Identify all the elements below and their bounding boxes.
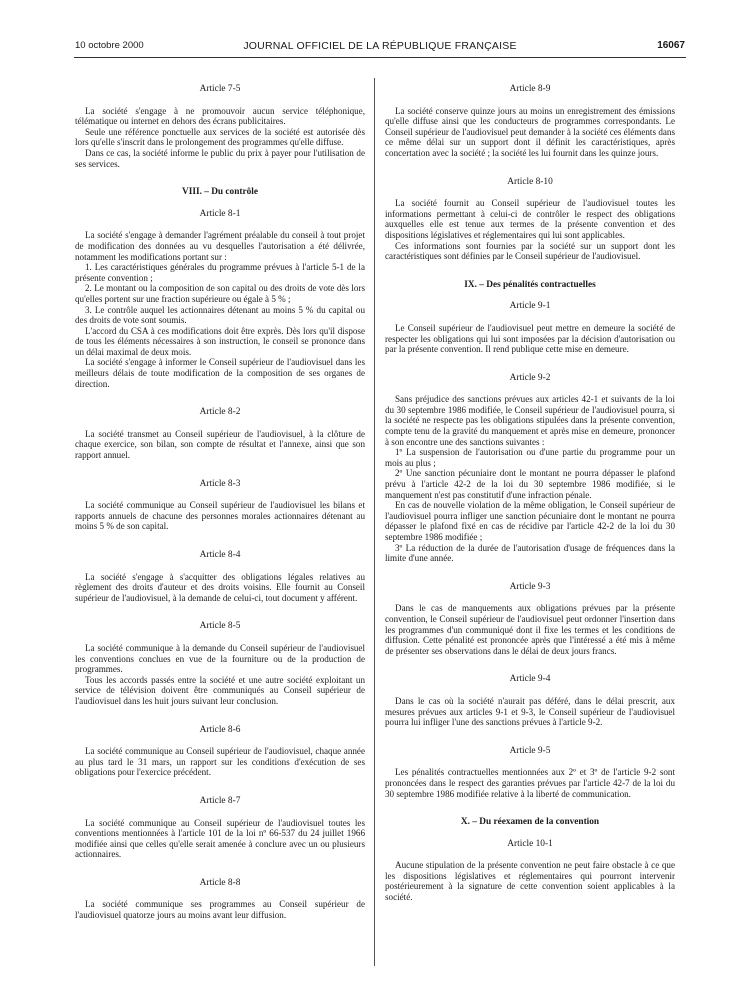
header-rule xyxy=(74,57,686,58)
spacer xyxy=(75,860,365,878)
article-title: Article 8-9 xyxy=(509,84,551,94)
paragraph: Seule une référence ponctuelle aux services de la société est autorisée dès lors qu'elle s'inscrit dans le prolongement des programmes qu'elle diffuse. xyxy=(75,126,365,148)
paragraph: Dans le cas où la société n'aurait pas déféré, dans le délai prescrit, aux mesures prévues aux articles 9-1 et 9-3, le Conseil supérieur de l'audiovisuel pourra lui infliger l'une des sanctions prévues à l'article 9-2. xyxy=(385,695,675,728)
right-column xyxy=(385,84,675,903)
paragraph: La société conserve quinze jours au moins un enregistrement des émissions qu'elle diffuse ainsi que les conducteurs de programmes correspondants. Le Conseil supérieur de l'audiovisuel peut demander à la société ces éléments dans ce même délai sur un support dont il définit les caractéristiques, après concertation avec la société ; la société les lui fournit dans les quinze jours. xyxy=(385,105,675,158)
article-title: Article 7-5 xyxy=(199,84,241,94)
page-number: 16067 xyxy=(657,40,685,51)
article-title: Article 8-1 xyxy=(199,208,241,219)
page-header xyxy=(75,40,685,54)
article-title: Article 8-4 xyxy=(199,550,241,560)
paragraph: La société transmet au Conseil supérieur de l'audiovisuel, à la clôture de chaque exercice, son bilan, son compte de résultat et l'annexe, ainsi que son rapport annuel. xyxy=(75,428,365,461)
paragraph: Sans préjudice des sanctions prévues aux articles 42-1 et suivants de la loi du 30 septembre 1986 modifiée, le Conseil supérieur de l'audiovisuel pourra, si la société ne respecte pas les obligations stipulées dans la présente convention, compte tenu de la gravité du manquement et après mise en demeure, prononcer à son encontre une des sanctions suivantes : xyxy=(385,394,675,447)
paragraph: 1º La suspension de l'autorisation ou d'une partie du programme pour un mois au plus ; xyxy=(385,447,675,468)
spacer xyxy=(385,656,675,674)
spacer xyxy=(75,603,365,621)
spacer xyxy=(385,159,675,177)
issue-date: 10 octobre 2000 xyxy=(75,40,144,51)
article-title: Article 9-5 xyxy=(509,745,551,756)
article-title: Article 9-4 xyxy=(509,674,551,685)
paragraph: 2º Une sanction pécuniaire dont le montant ne pourra dépasser le plafond prévu à l'article 42-2 de la loi du 30 septembre 1986 modifiée, si le manquement n'est pas constitutif d'une infraction pénale. xyxy=(385,468,675,500)
spacer xyxy=(385,799,675,817)
paragraph: Dans ce cas, la société informe le public du prix à payer pour l'utilisation de ses services. xyxy=(75,147,365,169)
paragraph: 2. Le montant ou la composition de son capital ou des droits de vote dès lors qu'elles portent sur une fraction supérieure ou égale à 5 % ; xyxy=(75,283,365,304)
article-title: Article 8-7 xyxy=(199,795,241,806)
paragraph: 3. Le contrôle auquel les actionnaires détenant au moins 5 % du capital ou des droits de vote sont soumis. xyxy=(75,304,365,326)
paragraph: La société s'engage à informer le Conseil supérieur de l'audiovisuel dans les meilleurs délais de toute modification de la composition de ses organes de direction. xyxy=(75,357,365,389)
article-title: Article 8-3 xyxy=(199,478,241,489)
spacer xyxy=(75,532,365,550)
paragraph: La société s'engage à ne promouvoir aucun service téléphonique, télématique ou internet en dehors des écrans publicitaires. xyxy=(75,105,365,127)
paragraph: 3º La réduction de la durée de l'autorisation d'usage de fréquences dans la limite d'une année. xyxy=(385,542,675,564)
paragraph: Les pénalités contractuelles mentionnées aux 2º et 3º de l'article 9-2 sont prononcées dans le respect des garanties prévues par l'article 42-7 de la loi du 30 septembre 1986 modifiée relative à la liberté de communication. xyxy=(385,767,675,799)
paragraph: La société communique ses programmes au Conseil supérieur de l'audiovisuel quatorze jours au moins avant leur diffusion. xyxy=(75,899,365,921)
paragraph: La société communique au Conseil supérieur de l'audiovisuel les bilans et rapports annuels de chacune des personnes morales actionnaires détenant au moins 5 % de son capital. xyxy=(75,500,365,532)
spacer xyxy=(385,728,675,746)
spacer xyxy=(385,564,675,582)
paragraph: L'accord du CSA à ces modifications doit être exprès. Dès lors qu'il dispose de tous les éléments nécessaires à son instruction, le conseil se prononce dans un délai maximal de deux mois. xyxy=(75,325,365,357)
paragraph: Aucune stipulation de la présente convention ne peut faire obstacle à ce que les dispositions législatives et réglementaires qui pourront intervenir postérieurement à la signature de cette convention soient applicables à la société. xyxy=(385,860,675,903)
paragraph: La société communique à la demande du Conseil supérieur de l'audiovisuel les conventions conclues en vue de la fourniture ou de la production de programmes. xyxy=(75,642,365,675)
article-title: Article 8-6 xyxy=(199,724,241,735)
spacer xyxy=(75,461,365,479)
spacer xyxy=(75,169,365,187)
article-title: Article 9-1 xyxy=(509,301,551,312)
spacer xyxy=(385,262,675,280)
article-title: Article 8-10 xyxy=(507,176,553,187)
section-heading: VIII. – Du contrôle xyxy=(182,187,258,198)
paragraph: La société s'engage à s'acquitter des obligations légales relatives au règlement des droits d'auteur et des droits voisins. Elle fournit au Conseil supérieur de l'audiovisuel, à la demande de celui-ci, tout document y afférent. xyxy=(75,571,365,603)
article-title: Article 10-1 xyxy=(507,838,553,849)
spacer xyxy=(75,389,365,407)
article-title: Article 9-3 xyxy=(509,581,551,592)
paragraph: Le Conseil supérieur de l'audiovisuel peut mettre en demeure la société de respecter les obligations qui lui sont imposées par la décision d'autorisation ou par la présente convention. Il rend publique cette mise en demeure. xyxy=(385,322,675,355)
journal-title: JOURNAL OFFICIEL DE LA RÉPUBLIQUE FRANÇAISE xyxy=(243,40,517,52)
left-column xyxy=(75,84,365,921)
section-heading: X. – Du réexamen de la convention xyxy=(460,817,600,828)
section-heading: IX. – Des pénalités contractuelles xyxy=(464,279,596,290)
article-title: Article 8-8 xyxy=(199,877,241,888)
paragraph: En cas de nouvelle violation de la même obligation, le Conseil supérieur de l'audiovisuel pourra infliger une sanction pécuniaire dont le montant ne pourra dépasser le plafond fixé en cas de récidive par l'article 42-2 de la loi du 30 septembre 1986 modifiée ; xyxy=(385,500,675,542)
article-title: Article 8-2 xyxy=(199,407,241,418)
paragraph: 1. Les caractéristiques générales du programme prévues à l'article 5-1 de la présente convention ; xyxy=(75,262,365,283)
paragraph: La société fournit au Conseil supérieur de l'audiovisuel toutes les informations permettant à celui-ci de contrôler le respect des obligations auxquelles elle est tenue aux termes de la présente convention et des dispositions législatives et réglementaires qui lui sont applicables. xyxy=(385,198,675,240)
paragraph: La société communique au Conseil supérieur de l'audiovisuel toutes les conventions mentionnées à l'article 101 de la loi nº 66-537 du 24 juillet 1966 modifiée ainsi que celles qu'elle serait amenée à conclure avec un ou plusieurs actionnaires. xyxy=(75,817,365,860)
paragraph: Dans le cas de manquements aux obligations prévues par la présente convention, le Conseil supérieur de l'audiovisuel peut ordonner l'insertion dans les programmes d'un communiqué dont il fixe les termes et les conditions de diffusion. Cette pénalité est prononcée après que l'intéressé a été mis à même de présenter ses observations dans le délai de deux jours francs. xyxy=(385,603,675,656)
paragraph: La société s'engage à demander l'agrément préalable du conseil à tout projet de modification des données au vu desquelles l'autorisation a été délivrée, notamment les modifications portant sur : xyxy=(75,230,365,262)
spacer xyxy=(385,355,675,373)
spacer xyxy=(75,778,365,796)
article-title: Article 9-2 xyxy=(509,372,551,383)
paragraph: Ces informations sont fournies par la société sur un support dont les caractéristiques sont définies par le Conseil supérieur de l'audiovisuel. xyxy=(385,240,675,262)
spacer xyxy=(75,707,365,725)
paragraph: La société communique au Conseil supérieur de l'audiovisuel, chaque année au plus tard le 31 mars, un rapport sur les conditions d'exécution de ses obligations pour l'exercice précédent. xyxy=(75,746,365,778)
paragraph: Tous les accords passés entre la société et une autre société exploitant un service de télévision doivent être communiqués au Conseil supérieur de l'audiovisuel dans les huit jours suivant leur conclusion. xyxy=(75,674,365,706)
column-divider xyxy=(374,78,375,966)
article-title: Article 8-5 xyxy=(199,621,241,632)
